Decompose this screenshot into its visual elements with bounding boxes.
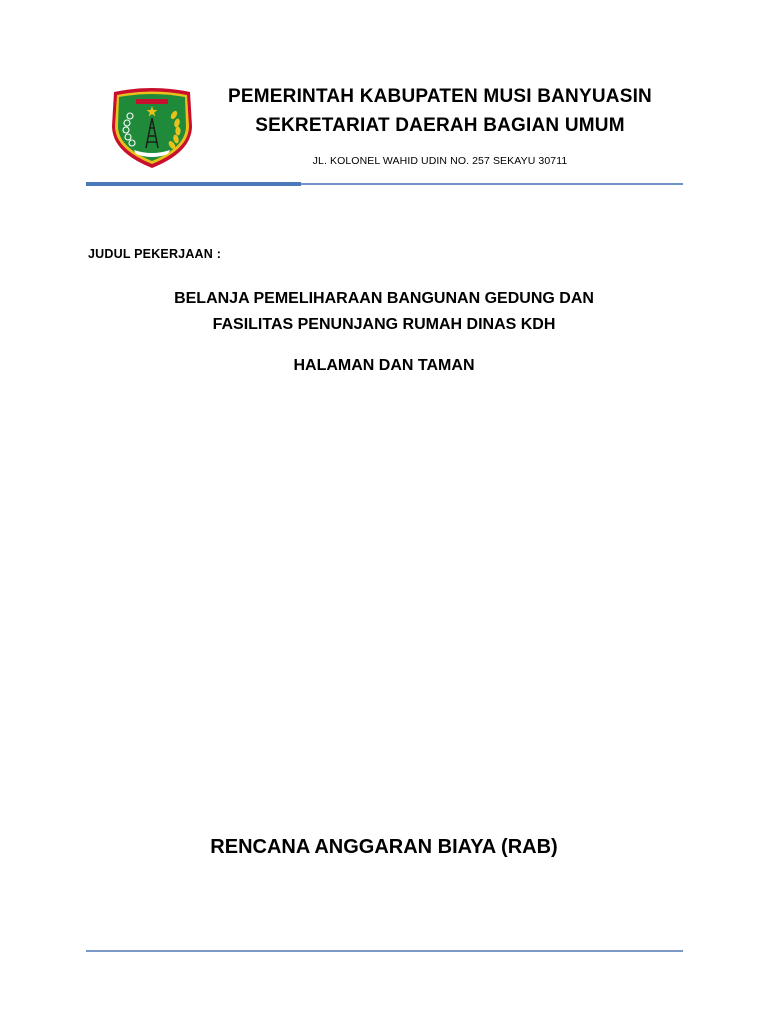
job-title-label: JUDUL PEKERJAAN :	[88, 247, 222, 261]
office-address: JL. KOLONEL WAHID UDIN NO. 257 SEKAYU 30711	[312, 155, 568, 167]
letterhead-divider	[86, 182, 683, 186]
department-name: SEKRETARIAT DAERAH BAGIAN UMUM	[255, 115, 625, 136]
job-title-line-2: FASILITAS PENUNJANG RUMAH DINAS KDH	[212, 316, 556, 333]
job-title-line-1: BELANJA PEMELIHARAAN BANGUNAN GEDUNG DAN	[174, 290, 594, 307]
job-title-line-3: HALAMAN DAN TAMAN	[293, 357, 475, 374]
footer-divider	[86, 950, 683, 952]
letterhead-divider-thick	[86, 182, 301, 186]
document-type-heading: RENCANA ANGGARAN BIAYA (RAB)	[210, 836, 558, 858]
letterhead-divider-thin	[301, 183, 683, 185]
regency-coat-of-arms-icon	[106, 86, 198, 170]
government-name: PEMERINTAH KABUPATEN MUSI BANYUASIN	[228, 86, 652, 107]
